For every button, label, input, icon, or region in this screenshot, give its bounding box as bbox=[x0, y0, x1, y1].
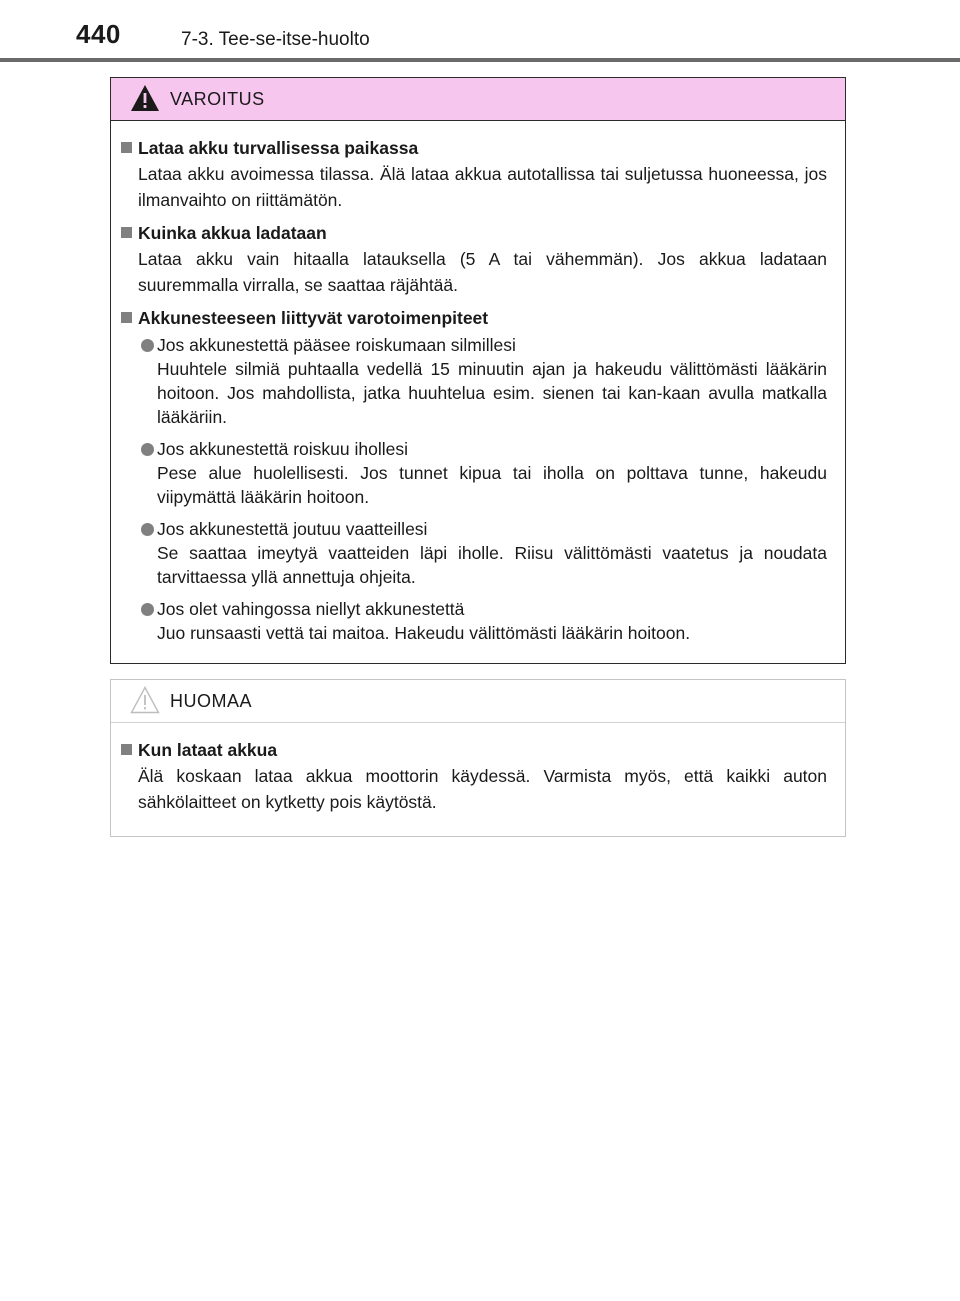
caution-triangle-outline-icon bbox=[130, 686, 160, 714]
round-bullet-icon bbox=[141, 523, 154, 536]
warning-item-electrolyte bbox=[121, 305, 827, 645]
square-bullet-icon bbox=[121, 227, 132, 238]
sub-item-title: Jos akkunestettä roiskuu ihollesi bbox=[157, 439, 408, 459]
notice-header bbox=[111, 680, 845, 723]
sub-item-skin bbox=[121, 437, 827, 509]
sub-item-title: Jos olet vahingossa niellyt akkunestettä bbox=[157, 599, 465, 619]
header-rule bbox=[0, 58, 960, 62]
notice-label: HUOMAA bbox=[170, 691, 253, 711]
notice-box bbox=[110, 679, 846, 837]
section-title: 7-3. Tee-se-itse-huolto bbox=[181, 29, 370, 50]
sub-item-text: Pese alue huolellisesti. Jos tunnet kipua tai iholla on polttava tunne, hakeudu viipymättä lääkärin hoitoon. bbox=[157, 463, 827, 507]
sub-item-eyes bbox=[121, 333, 827, 429]
item-title: Kun lataat akkua bbox=[138, 740, 278, 760]
round-bullet-icon bbox=[141, 443, 154, 456]
item-title: Lataa akku turvallisessa paikassa bbox=[138, 138, 419, 158]
square-bullet-icon bbox=[121, 142, 132, 153]
notice-body bbox=[111, 723, 845, 815]
warning-item-charging bbox=[121, 220, 827, 298]
round-bullet-icon bbox=[141, 339, 154, 352]
warning-item-location bbox=[121, 135, 827, 213]
sub-item-clothes bbox=[121, 517, 827, 589]
notice-item-charging bbox=[121, 737, 827, 815]
sub-item-text: Se saattaa imeytyä vaatteiden läpi iholle. Riisu välittömästi vaatetus ja noudata tarvittaessa yllä annettuja ohjeita. bbox=[157, 543, 827, 587]
square-bullet-icon bbox=[121, 744, 132, 755]
item-title: Kuinka akkua ladataan bbox=[138, 223, 327, 243]
sub-item-text: Huuhtele silmiä puhtaalla vedellä 15 minuutin ajan ja hakeudu välittömästi lääkärin hoitoon. Jos mahdollista, jatka huuhtelua esim. sienen tai kan-kaan avulla matkalla lääkäriin. bbox=[157, 359, 827, 427]
item-title: Akkunesteeseen liittyvät varotoimenpiteet bbox=[138, 308, 489, 328]
warning-header bbox=[111, 78, 845, 121]
warning-triangle-icon bbox=[130, 84, 160, 112]
square-bullet-icon bbox=[121, 312, 132, 323]
warning-label: VAROITUS bbox=[170, 89, 265, 109]
item-text: Älä koskaan lataa akkua moottorin käydessä. Varmista myös, että kaikki auton sähkölaitteet on kytketty pois käytöstä. bbox=[138, 766, 827, 812]
sub-item-title: Jos akkunestettä joutuu vaatteillesi bbox=[157, 519, 428, 539]
sub-item-title: Jos akkunestettä pääsee roiskumaan silmillesi bbox=[157, 335, 516, 355]
item-text: Lataa akku avoimessa tilassa. Älä lataa akkua autotallissa tai suljetussa huoneessa, jos ilmanvaihto on riittämätön. bbox=[138, 164, 827, 210]
sub-item-text: Juo runsaasti vettä tai maitoa. Hakeudu välittömästi lääkärin hoitoon. bbox=[157, 623, 691, 643]
warning-body bbox=[111, 121, 845, 645]
warning-box bbox=[110, 77, 846, 664]
round-bullet-icon bbox=[141, 603, 154, 616]
item-text: Lataa akku vain hitaalla latauksella (5 A tai vähemmän). Jos akkua ladataan suuremmalla virralla, se saattaa räjähtää. bbox=[138, 249, 827, 295]
page-header bbox=[0, 0, 960, 64]
page-number: 440 bbox=[76, 19, 121, 49]
sub-item-swallowed bbox=[121, 597, 827, 645]
